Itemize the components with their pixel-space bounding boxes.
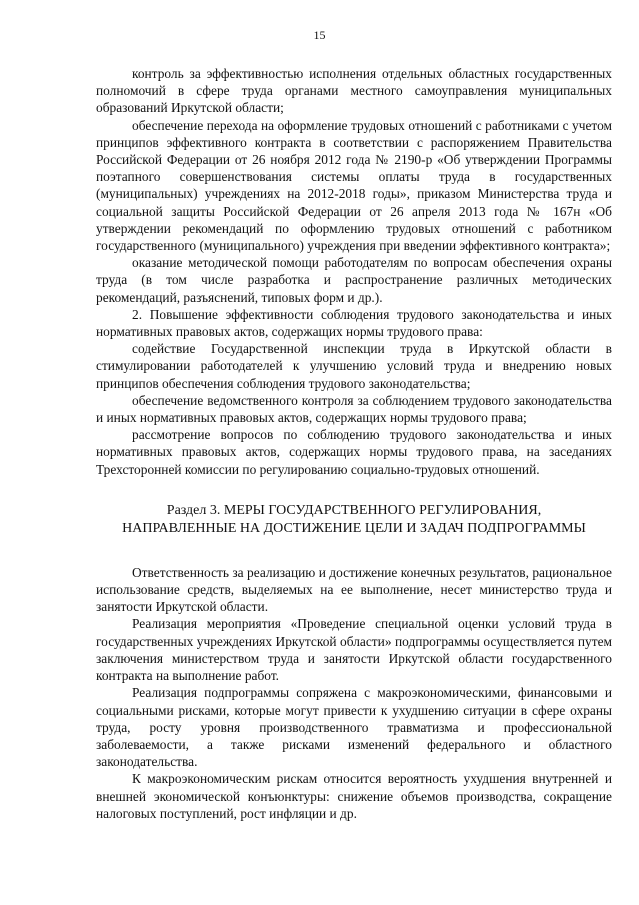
- section-3-text: [96, 564, 612, 822]
- document-body: [96, 65, 612, 822]
- paragraph: Ответственность за реализацию и достижение конечных результатов, рациональное использование средств, выделяемых на ее выполнение, несет министерство труда и занятости Иркутской области.: [96, 564, 612, 615]
- paragraph: Реализация мероприятия «Проведение специальной оценки условий труда в государственных учреждениях Иркутской области» подпрограммы осуществляется путем заключения министерством труда и занятости Иркутской области государственного контракта на выполнение работ.: [96, 616, 612, 684]
- measures-list: [96, 65, 612, 478]
- paragraph: содействие Государственной инспекции труда в Иркутской области в стимулировании работодателей к улучшению условий труда и внедрению новых принципов обеспечения соблюдения трудового законодательства;: [96, 341, 612, 391]
- paragraph: К макроэкономическим рискам относится вероятность ухудшения внутренней и внешней экономической конъюнктуры: снижение объемов производства, сокращение налоговых поступлений, рост инфляции и др.: [96, 771, 612, 821]
- page-number: 15: [313, 28, 326, 42]
- paragraph: контроль за эффективностью исполнения отдельных областных государственных полномочий в сфере труда органами местного самоуправления муниципальных образований Иркутской области;: [96, 66, 612, 116]
- section-heading-line: НАПРАВЛЕННЫЕ НА ДОСТИЖЕНИЕ ЦЕЛИ И ЗАДАЧ ПОДПРОГРАММЫ: [122, 520, 586, 536]
- section-heading-line: Раздел 3. МЕРЫ ГОСУДАРСТВЕННОГО РЕГУЛИРОВАНИЯ,: [166, 502, 542, 518]
- paragraph: обеспечение ведомственного контроля за соблюдением трудового законодательства и иных нормативных правовых актов, содержащих нормы трудового права;: [96, 392, 612, 426]
- paragraph: обеспечение перехода на оформление трудовых отношений с работниками с учетом принципов эффективного контракта в соответствии с распоряжением Правительства Российской Федерации от 26 ноября 2012 года № 2190-р «Об утверждении Программы поэтапного совершенствования системы оплаты труда в государственных (муниципальных) учреждениях на 2012-2018 годы», приказом Министерства труда и социальной защиты Российской Федерации от 26 апреля 2013 года № 167н «Об утверждении рекомендаций по оформлению трудовых отношений с работником государственного (муниципального) учреждения при введении эффективного контракта»;: [96, 117, 612, 254]
- paragraph: 2. Повышение эффективности соблюдения трудового законодательства и иных нормативных правовых актов, содержащих нормы трудового права:: [96, 306, 612, 340]
- paragraph: Реализация подпрограммы сопряжена с макроэкономическими, финансовыми и социальными рисками, которые могут привести к ухудшению ситуации в сфере охраны труда, росту уровня производственного травматизма и профессиональной заболеваемости, а также рисками изменений федерального и областного законодательства.: [96, 685, 612, 770]
- section-heading: [96, 502, 612, 538]
- paragraph: оказание методической помощи работодателям по вопросам обеспечения охраны труда (в том числе разработка и распространение различных методических рекомендаций, разъяснений, типовых форм и др.).: [96, 255, 612, 305]
- paragraph: рассмотрение вопросов по соблюдению трудового законодательства и иных нормативных правовых актов, содержащих нормы трудового права, на заседаниях Трехсторонней комиссии по регулированию социально-трудовых отношений.: [96, 427, 612, 477]
